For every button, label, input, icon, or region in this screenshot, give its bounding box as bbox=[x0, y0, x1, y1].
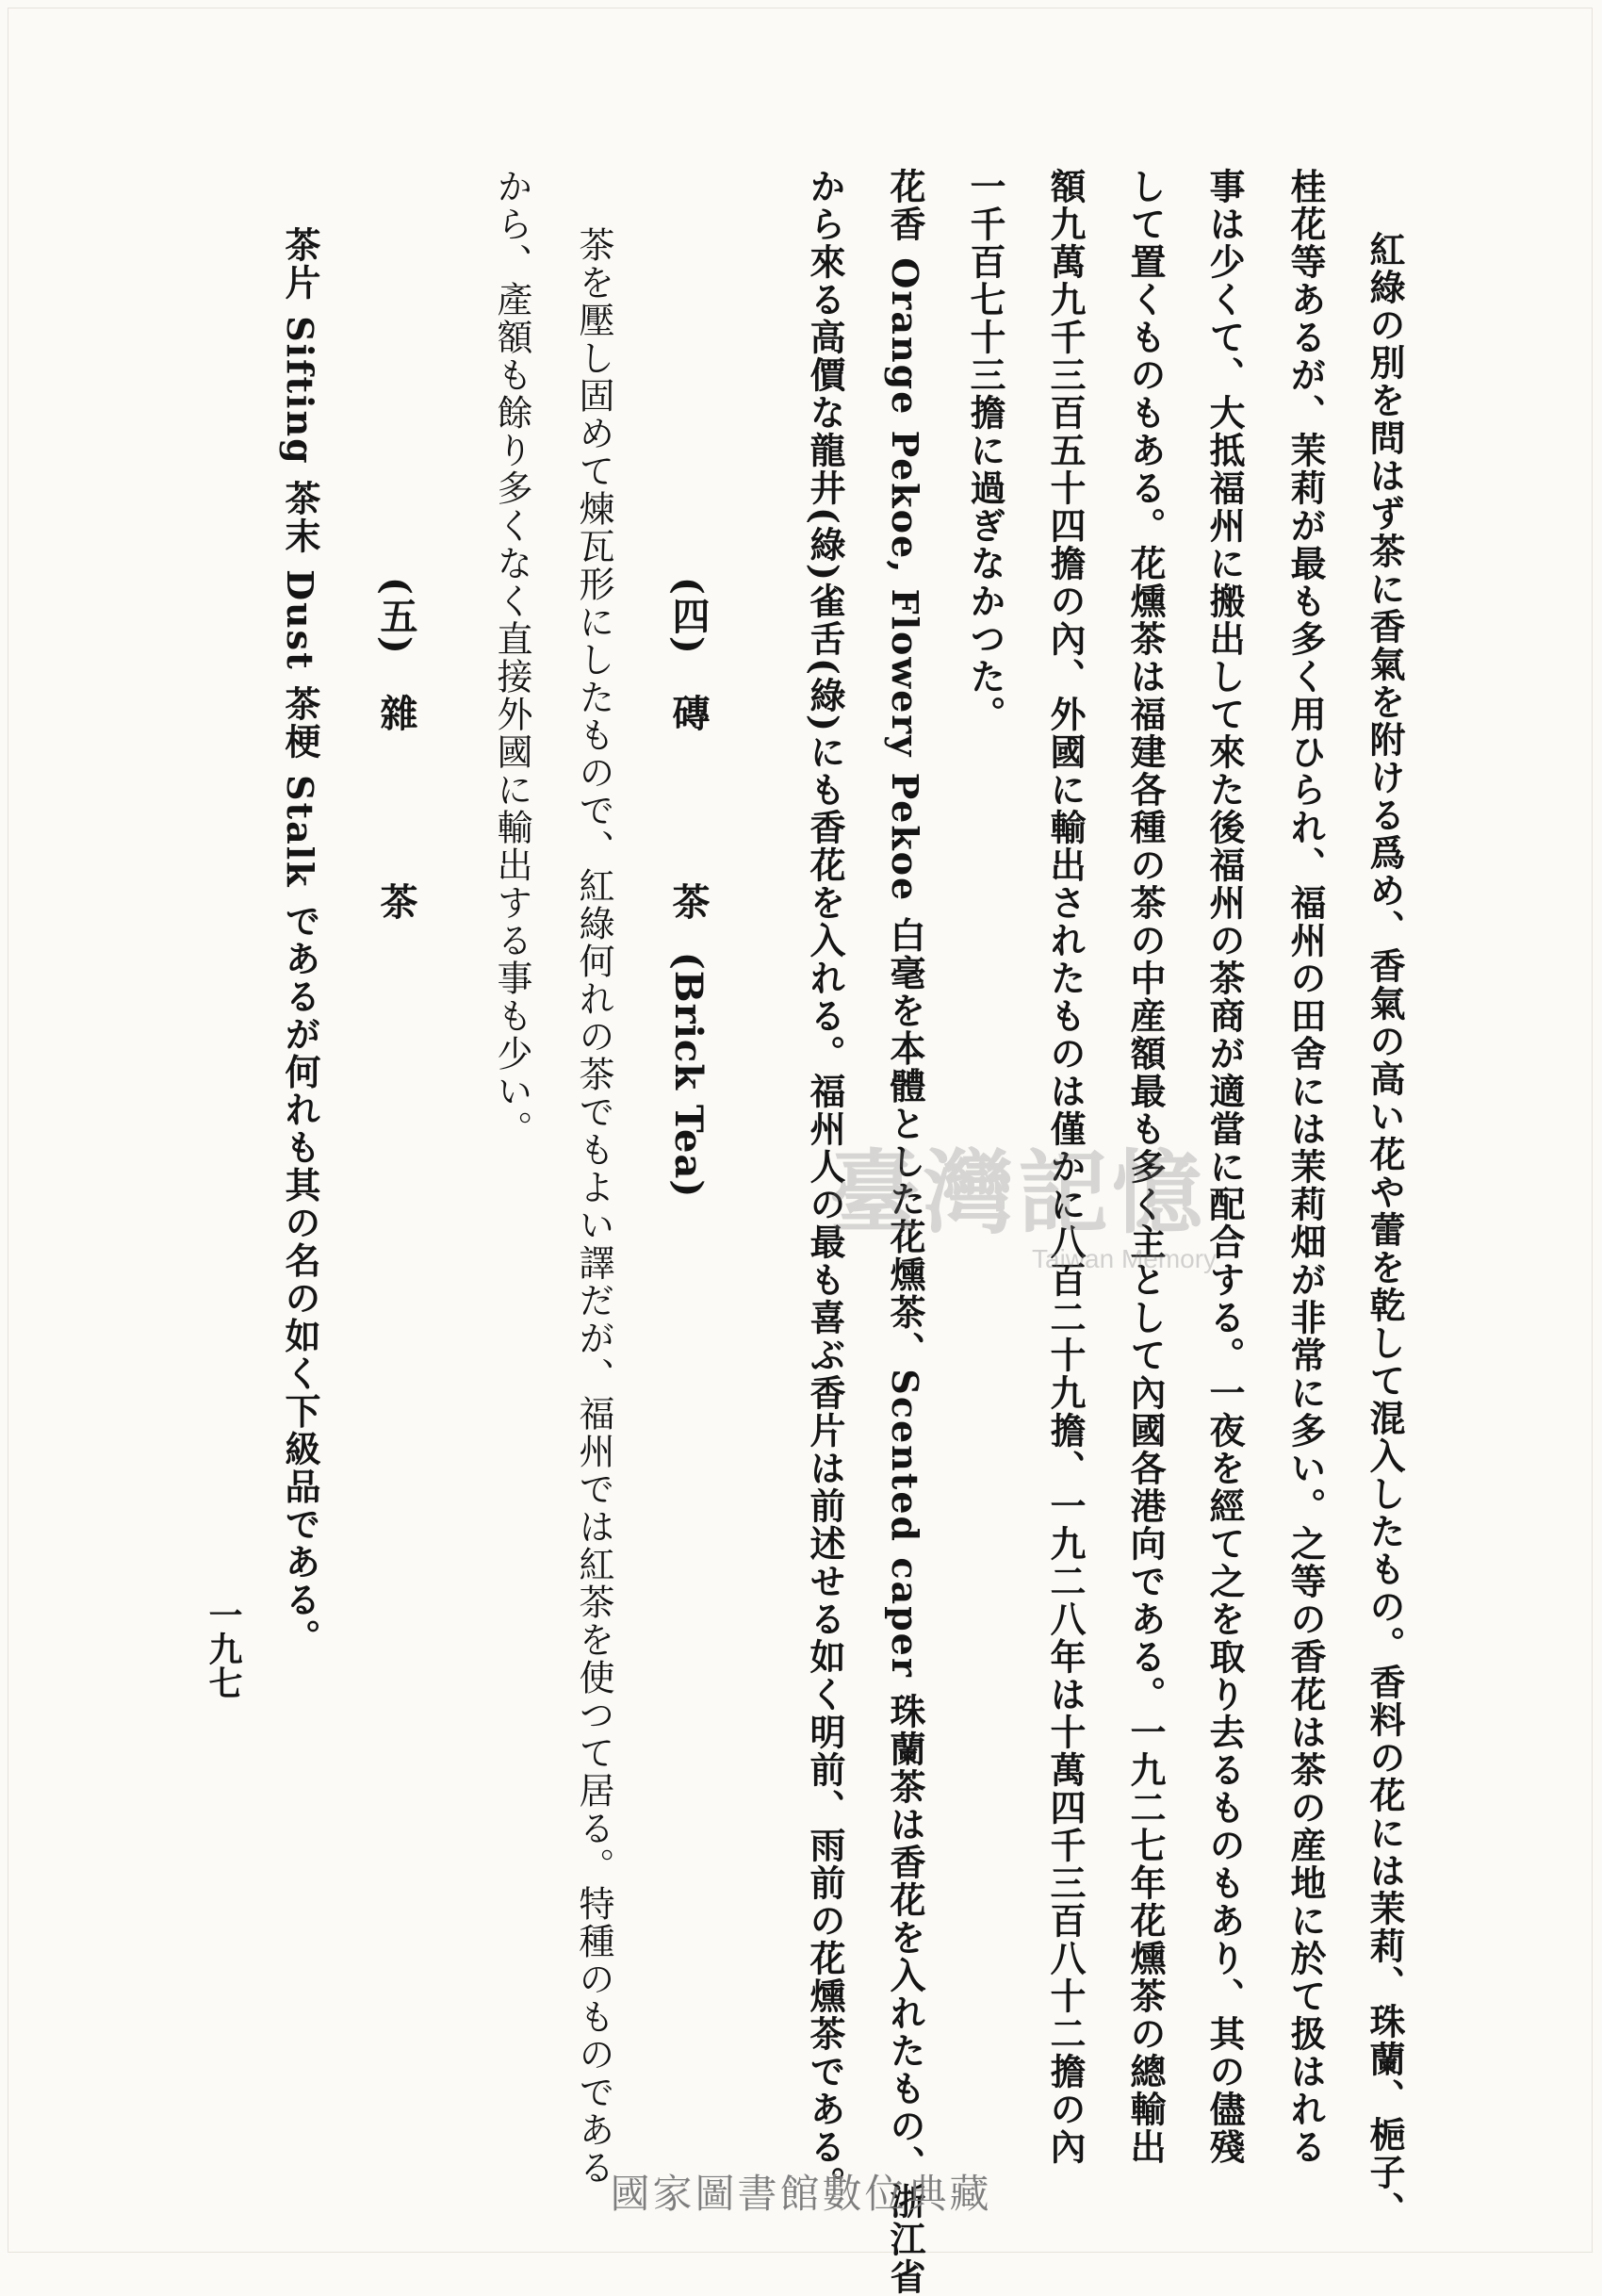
footer-credit: 國家圖書館數位典藏 bbox=[610, 2172, 992, 2216]
watermark-english: Taiwan Memory bbox=[1032, 1244, 1218, 1273]
section-5-heading bbox=[374, 577, 417, 920]
section-5-text-1: 茶片 Sifting 茶末 Dust 茶梗 Stalk であるが何れも其の名の如く下級品である。 bbox=[279, 226, 321, 1657]
section-4-heading bbox=[666, 577, 710, 1198]
section-4-number: (四) bbox=[666, 577, 711, 656]
section-4-text-2: から、產額も餘り多くなく直接外國に輸出する事も少い。 bbox=[491, 168, 532, 1148]
watermark-logo: 臺灣記憶 bbox=[829, 1140, 1206, 1246]
text-column-5: 額九萬九千三百五十四擔の內、外國に輸出されたものは僅かに八百二十九擔、一九二八年は十萬四千三百八十二擔の內 bbox=[1044, 168, 1087, 2166]
page-number: 一九七 bbox=[204, 1598, 243, 1699]
text-column-7: 花香 Orange Pekoe, Flowery Pekoe 白毫を本體とした花燻茶、Scented caper 珠蘭茶は香花を入れたもの、浙江省 bbox=[884, 168, 926, 2296]
text-column-6: 一千百七十三擔に過ぎなかつた。 bbox=[964, 168, 1006, 733]
text-column-2: 桂花等あるが、茉莉が最も多く用ひられ、福州の田舍には茉莉畑が非常に多い。之等の香花は茶の産地に於て扱はれる bbox=[1284, 168, 1327, 2166]
section-5-number: (五) bbox=[374, 577, 418, 656]
text-column-4: して置くものもある。花燻茶は福建各種の茶の中産額最も多く主として內國各港向である。一九二七年花燻茶の總輸出 bbox=[1124, 168, 1167, 2166]
section-4-english: (Brick Tea) bbox=[666, 951, 711, 1199]
text-column-8: から來る高價な龍井(綠)雀舌(綠)にも香花を入れる。福州人の最も喜ぶ香片は前述せる如く明前、雨前の花燻茶である。 bbox=[804, 168, 846, 2204]
section-5-title: 雜 茶 bbox=[374, 693, 418, 920]
section-4-text-1: 茶を壓し固めて煉瓦形にしたもので、紅綠何れの茶でもよい譯だが、福州では紅茶を使つて居る。特種のものである bbox=[573, 226, 614, 2187]
text-column-1: 紅綠の別を問はず茶に香氣を附ける爲め、香氣の高い花や蕾を乾して混入したもの。香料の花には茉莉、珠蘭、梔子、 bbox=[1364, 231, 1406, 2229]
page-border bbox=[8, 8, 1593, 2253]
text-column-3: 事は少くて、大抵福州に搬出して來た後福州の茶商が適當に配合する。一夜を經て之を取り去るものもあり、其の儘殘 bbox=[1203, 168, 1246, 2166]
section-4-title: 磚 茶 bbox=[666, 693, 711, 920]
